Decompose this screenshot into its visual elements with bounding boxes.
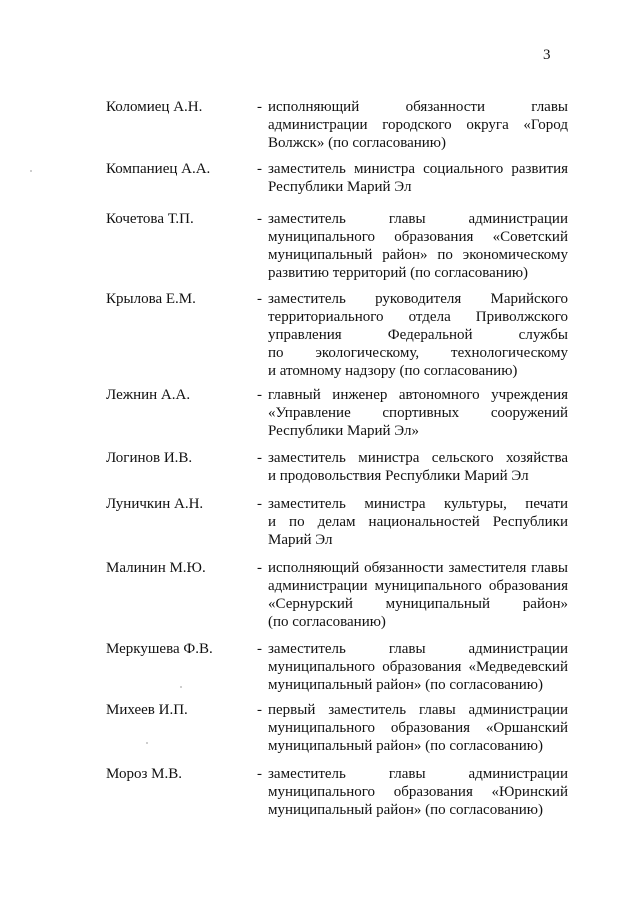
scan-speck <box>180 686 182 688</box>
position-line: Марий Эл <box>268 532 333 548</box>
member-position <box>268 449 568 485</box>
member-name: Кочетова Т.П. <box>106 211 194 227</box>
member-name: Крылова Е.М. <box>106 291 196 307</box>
dash-separator: - <box>257 211 262 227</box>
member-position <box>268 495 568 549</box>
dash-separator: - <box>257 641 262 657</box>
position-line: развитию территорий (по согласованию) <box>268 265 529 281</box>
member-name: Луничкин А.Н. <box>106 496 204 512</box>
position-line: первый заместитель главы администрации <box>268 702 568 718</box>
position-line: заместитель министра культуры, печати <box>268 496 568 512</box>
position-line: заместитель руководителя Марийского <box>268 291 568 307</box>
position-line: Республики Марий Эл <box>268 179 412 195</box>
position-line: заместитель министра сельского хозяйства <box>268 450 568 466</box>
dash-separator: - <box>257 496 262 512</box>
member-name: Мороз М.В. <box>106 766 182 782</box>
position-line: «Управление спортивных сооружений <box>268 405 568 421</box>
member-name: Малинин М.Ю. <box>106 560 206 576</box>
member-name: Компаниец А.А. <box>106 161 211 177</box>
member-name: Лежнин А.А. <box>106 387 191 403</box>
position-line: муниципальный район» (по согласованию) <box>268 677 544 693</box>
position-line: (по согласованию) <box>268 614 386 630</box>
dash-separator: - <box>257 161 262 177</box>
member-position <box>268 559 568 631</box>
position-line: «Сернурский муниципальный район» <box>268 596 568 612</box>
position-line: и атомному надзору (по согласованию) <box>268 363 518 379</box>
member-position <box>268 386 568 440</box>
member-position <box>268 98 568 152</box>
position-line: заместитель министра социального развития <box>268 161 568 177</box>
position-line: муниципального образования «Медведевский <box>268 659 568 675</box>
position-line: администрации муниципального образования <box>268 578 568 594</box>
position-line: территориального отдела Приволжского <box>268 309 568 325</box>
position-line: муниципальный район» (по согласованию) <box>268 802 544 818</box>
dash-separator: - <box>257 702 262 718</box>
member-position <box>268 160 568 196</box>
position-line: по экологическому, технологическому <box>268 345 568 361</box>
page-number: 3 <box>543 47 551 63</box>
position-line: администрации городского округа «Город <box>268 117 568 133</box>
scan-speck <box>146 742 148 744</box>
position-line: и по делам национальностей Республики <box>268 514 568 530</box>
member-position <box>268 290 568 380</box>
member-position <box>268 765 568 819</box>
position-line: главный инженер автономного учреждения <box>268 387 568 403</box>
dash-separator: - <box>257 766 262 782</box>
member-name: Логинов И.В. <box>106 450 193 466</box>
member-name: Меркушева Ф.В. <box>106 641 213 657</box>
position-line: Республики Марий Эл» <box>268 423 419 439</box>
dash-separator: - <box>257 560 262 576</box>
position-line: муниципального образования «Советский <box>268 229 568 245</box>
member-name: Коломиец А.Н. <box>106 99 203 115</box>
position-line: Волжск» (по согласованию) <box>268 135 447 151</box>
position-line: управления Федеральной службы <box>268 327 568 343</box>
dash-separator: - <box>257 387 262 403</box>
dash-separator: - <box>257 99 262 115</box>
position-line: муниципального образования «Юринский <box>268 784 568 800</box>
member-position <box>268 640 568 694</box>
position-line: исполняющий обязанности главы <box>268 99 568 115</box>
member-position <box>268 210 568 282</box>
member-position <box>268 701 568 755</box>
scan-speck <box>30 170 32 172</box>
position-line: муниципальный район» по экономическому <box>268 247 568 263</box>
dash-separator: - <box>257 291 262 307</box>
position-line: заместитель главы администрации <box>268 641 568 657</box>
position-line: исполняющий обязанности заместителя главы <box>268 560 568 576</box>
position-line: муниципальный район» (по согласованию) <box>268 738 544 754</box>
position-line: заместитель главы администрации <box>268 766 568 782</box>
position-line: и продовольствия Республики Марий Эл <box>268 468 529 484</box>
dash-separator: - <box>257 450 262 466</box>
position-line: заместитель главы администрации <box>268 211 568 227</box>
position-line: муниципального образования «Оршанский <box>268 720 568 736</box>
member-name: Михеев И.П. <box>106 702 188 718</box>
